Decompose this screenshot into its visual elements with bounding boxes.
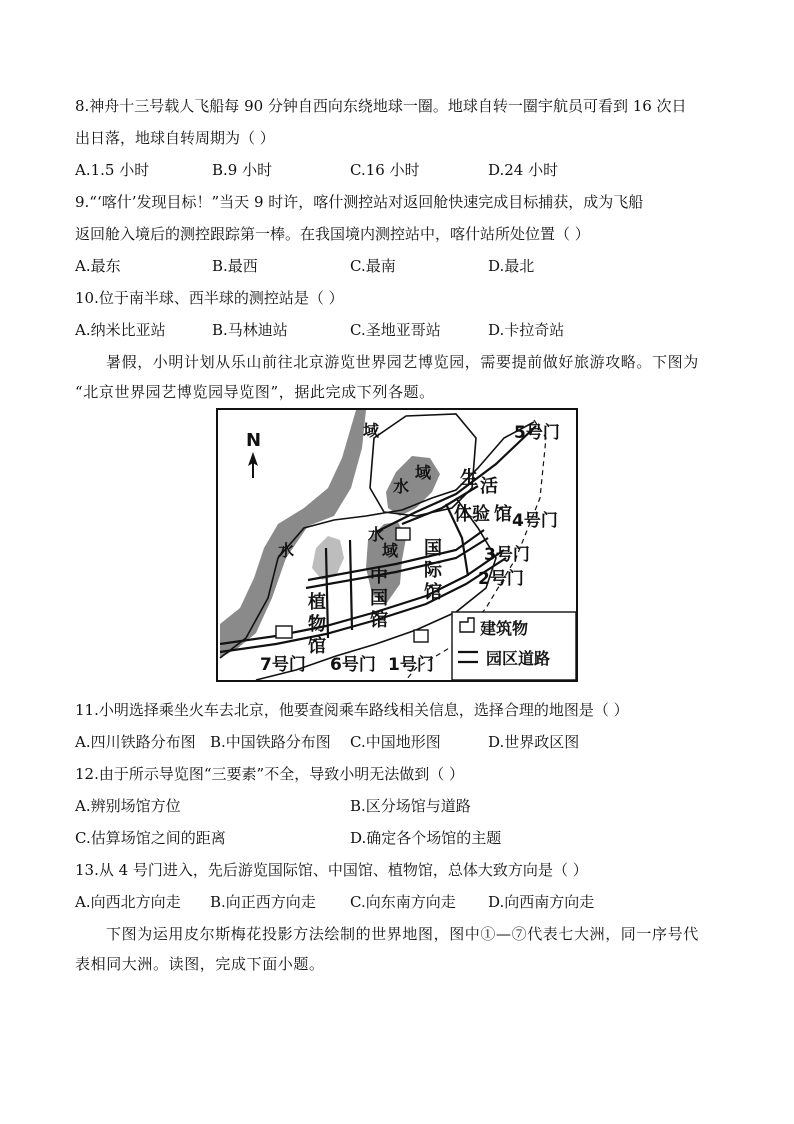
q10-option-a: A.纳米比亚站 [75,321,166,339]
gate-3-label: 3号门 [484,545,530,565]
q12-option-d: D.确定各个场馆的主题 [350,829,502,847]
intl-pavilion-label-3: 馆 [424,582,442,603]
q13-option-a: A.向西北方向走 [75,893,181,911]
gate-4-label: 4号门 [512,511,558,531]
gate-7-label: 7号门 [260,655,306,675]
q8-stem-line1: 8.神舟十三号载人飞船每 90 分钟自西向东绕地球一圈。地球自转一圈宇航员可看到 16 次日 [75,97,687,115]
legend-road-label: 园区道路 [486,649,551,668]
water-label-4: 水 [278,541,295,560]
plant-pavilion-label-2: 物 [308,614,326,635]
q9-option-a: A.最东 [75,257,121,275]
q12-option-a: A.辨别场馆方位 [75,797,181,815]
gate-1-label: 1号门 [388,655,434,675]
q11-option-c: C.中国地形图 [350,733,441,751]
q13-option-d: D.向西南方向走 [488,893,595,911]
q9-stem-line2: 返回舱入境后的测控跟踪第一棒。在我国境内测控站中，喀什站所处位置（ ） [75,225,590,243]
q13-option-c: C.向东南方向走 [350,893,456,911]
q8-stem-line2: 出日落，地球自转周期为（ ） [75,129,275,147]
china-pavilion-label-2: 国 [370,588,388,609]
north-label: N [246,430,262,451]
life-pavilion-label-2: 活 [480,476,498,497]
water-label-5: 水 [368,525,385,544]
q8-option-a: A.1.5 小时 [75,161,150,179]
intl-pavilion-label-1: 国 [424,538,442,559]
q10-option-d: D.卡拉奇站 [488,321,565,339]
passage2-line1: 下图为运用皮尔斯梅花投影方法绘制的世界地图，图中①—⑦代表七大洲，同一序号代 [106,925,699,943]
gate-5-label: 5号门 [514,423,560,443]
water-label-3: 域 [415,463,432,482]
passage1-line2: “北京世界园艺博览园导览图”，据此完成下列各题。 [75,383,435,401]
q9-option-d: D.最北 [488,257,535,275]
life-pavilion-label-1: 生 [460,468,478,489]
q11-option-a: A.四川铁路分布图 [75,733,196,751]
q13-stem-line1: 13.从 4 号门进入，先后游览国际馆、中国馆、植物馆，总体大致方向是（ ） [75,861,588,879]
q9-stem-line1: 9.“‘喀什’发现目标！”当天 9 时许，喀什测控站对返回舱快速完成目标捕获，成为飞船 [75,193,644,211]
q8-option-b: B.9 小时 [212,161,273,179]
water-label-2: 水 [393,477,410,496]
water-label-6: 域 [382,541,399,560]
q9-option-c: C.最南 [350,257,396,275]
gate-6-label: 6号门 [330,655,376,675]
water-label-1: 域 [363,421,380,440]
plant-pavilion-label-1: 植 [308,592,326,613]
life-pavilion-label-3: 体验 [454,504,490,525]
china-pavilion-label-1: 中 [370,566,388,587]
q13-option-b: B.向正西方向走 [210,893,316,911]
gate-2-label: 2号门 [478,569,524,589]
q10-option-c: C.圣地亚哥站 [350,321,441,339]
q11-option-d: D.世界政区图 [488,733,580,751]
q11-stem-line1: 11.小明选择乘坐火车去北京，他要查阅乘车路线相关信息，选择合理的地图是（ ） [75,701,629,719]
expo-guide-map [216,408,578,682]
q11-option-b: B.中国铁路分布图 [210,733,331,751]
q8-option-c: C.16 小时 [350,161,420,179]
passage2-line2: 表相同大洲。读图，完成下面小题。 [75,955,325,973]
life-pavilion-label-4: 馆 [494,504,512,525]
q12-stem-line1: 12.由于所示导览图“三要素”不全，导致小明无法做到（ ） [75,765,464,783]
q9-option-b: B.最西 [212,257,258,275]
legend-building-label: 建筑物 [480,619,529,638]
china-pavilion-label-3: 馆 [370,610,388,631]
q12-option-c: C.估算场馆之间的距离 [75,829,226,847]
q10-stem-line1: 10.位于南半球、西半球的测控站是（ ） [75,289,344,307]
q8-option-d: D.24 小时 [488,161,559,179]
q10-option-b: B.马林迪站 [212,321,288,339]
plant-pavilion-label-3: 馆 [308,636,326,657]
intl-pavilion-label-2: 际 [424,560,442,581]
passage1-line1: 暑假，小明计划从乐山前往北京游览世界园艺博览园，需要提前做好旅游攻略。下图为 [106,353,699,371]
q12-option-b: B.区分场馆与道路 [350,797,471,815]
